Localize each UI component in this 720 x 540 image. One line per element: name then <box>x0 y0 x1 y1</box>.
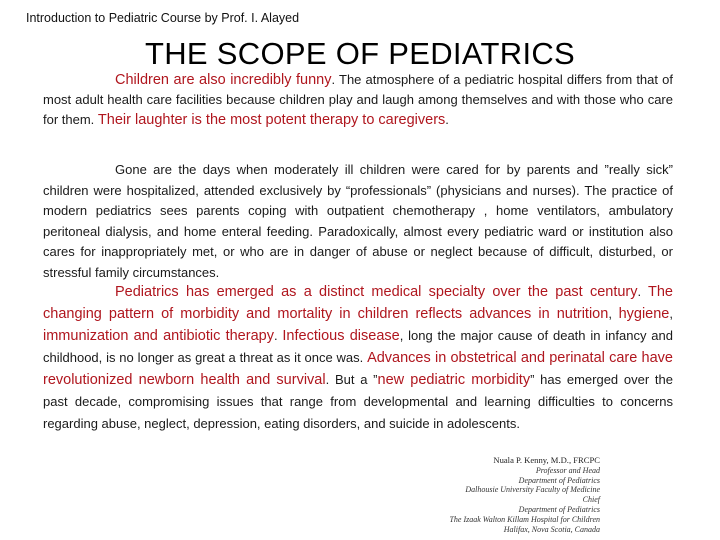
slide-title: THE SCOPE OF PEDIATRICS <box>144 36 576 71</box>
paragraph-modern-pediatrics <box>43 160 673 283</box>
text-fragment: , <box>669 306 673 321</box>
highlight-immunization: immunization and antibiotic therapy <box>43 328 274 344</box>
paragraph-children-funny <box>43 70 673 130</box>
signature-line: Chief <box>582 495 600 505</box>
highlight-infectious-disease: Infectious disease <box>282 328 400 344</box>
highlight-hygiene: hygiene <box>618 306 670 322</box>
signature-line: Department of Pediatrics <box>518 475 600 485</box>
signature-line: Department of Pediatrics <box>518 504 600 514</box>
highlight-obstetrical-advances: Advances in obstetrical and perinatal care have revolutionized newborn health and survival <box>43 350 673 388</box>
course-header: Introduction to Pediatric Course by Prof. I. Alayed <box>26 11 300 25</box>
text-fragment: . <box>445 112 449 127</box>
text-fragment: . <box>637 284 648 299</box>
highlight-changing-pattern: The changing pattern of morbidity and mortality in children reflects advances in nutrition <box>43 284 673 322</box>
text-fragment: , long the major cause of death in infancy and childhood, is no longer as great a threat as it once was. <box>43 328 673 365</box>
text-fragment: . <box>331 72 336 87</box>
text-fragment: . But a ” <box>325 372 378 387</box>
signature-line: Dalhousie University Faculty of Medicine <box>465 485 600 495</box>
highlight-children-funny: Children are also incredibly funny <box>115 72 332 88</box>
text-fragment: ” has emerged over the past decade, compromising issues that range from developmental and learning difficulties to concerns regarding abuse, neglect, depression, eating disorders, and suicide in adolescents. <box>43 372 674 431</box>
signature-line: Halifax, Nova Scotia, Canada <box>503 524 600 534</box>
highlight-laughter-therapy: Their laughter is the most potent therapy to caregivers <box>97 112 446 128</box>
text-fragment: The atmosphere of a pediatric hospital differs from that of most adult health care facilities because children play and laugh among themselves and with those who care for them. <box>43 72 673 127</box>
highlight-new-morbidity: new pediatric morbidity <box>377 372 531 388</box>
text-fragment: , <box>608 306 619 321</box>
text-fragment: . <box>273 328 283 343</box>
highlight-specialty: Pediatrics has emerged as a distinct medical specialty over the past century <box>115 284 638 300</box>
paragraph-text: Gone are the days when moderately ill children were cared for by parents and ”really sick” children were hospitalized, attended exclusively by “professionals” (physicians and nurses). The practice of modern pediatrics sees parents coping with outpatient chemotherapy , home ventilators, ambulatory peritoneal dialysis, and home enteral feeding. Paradoxically, almost every pediatric ward or institution also cares for inappropriately met, or who are in danger of abuse or neglect because of difficult, disturbed, or stressful family circumstances. <box>43 162 673 280</box>
signature-line: Professor and Head <box>535 465 600 475</box>
author-signature <box>440 456 600 534</box>
signature-line: The Izaak Walton Killam Hospital for Children <box>449 514 600 524</box>
signature-line: Nuala P. Kenny, M.D., FRCPC <box>493 455 600 465</box>
paragraph-specialty-emergence <box>43 281 673 435</box>
